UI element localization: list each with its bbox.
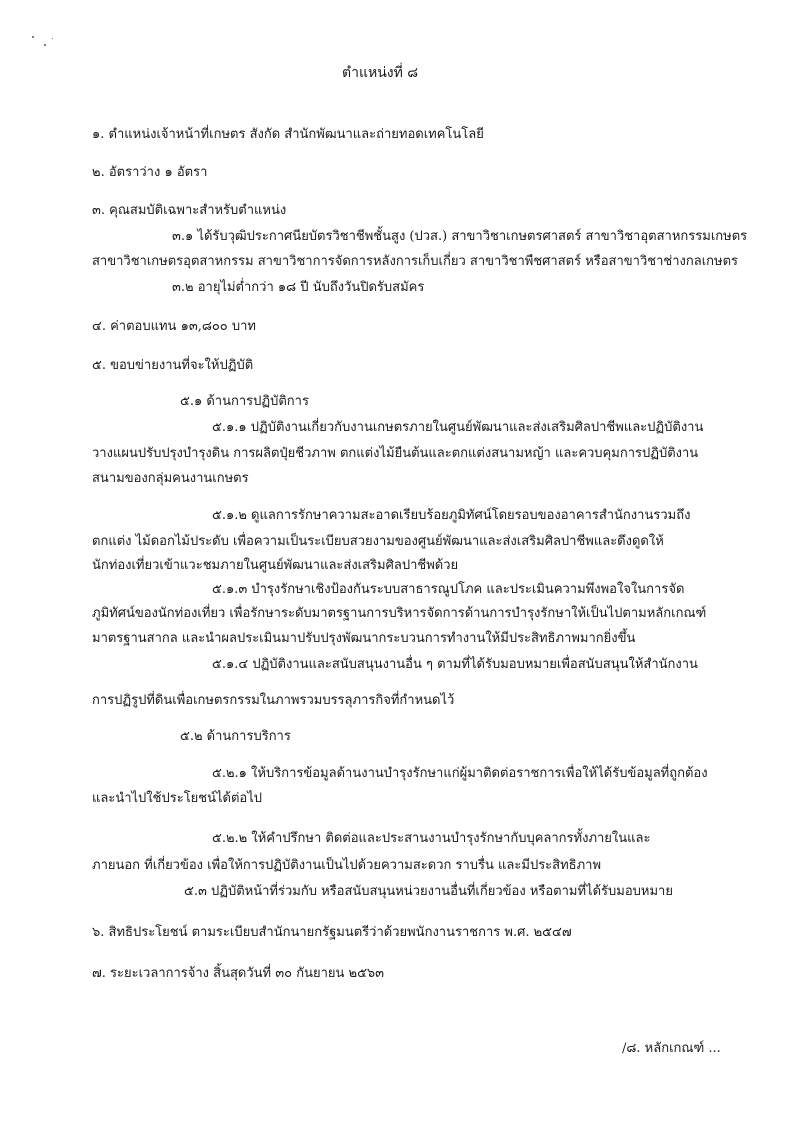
item-5-2: ๕.๒ ด้านการบริการ	[180, 729, 291, 744]
item-5-1-2-line-3: นักท่องเที่ยวเข้าแวะชมภายในศูนย์พัฒนาและส่งเสริมศิลปาชีพด้วย	[92, 558, 459, 573]
item-5-scope: ๕. ขอบข่ายงานที่จะให้ปฏิบัติ	[92, 358, 254, 373]
item-5-1-4-line-2: การปฏิรูปที่ดินเพื่อเกษตรกรรมในภาพรวมบรรลุภารกิจที่กำหนดไว้	[92, 693, 455, 708]
scan-speck	[52, 38, 53, 39]
item-5-1: ๕.๑ ด้านการปฏิบัติการ	[180, 394, 309, 409]
item-4-compensation: ๔. ค่าตอบแทน ๑๓,๘๐๐ บาท	[92, 319, 256, 334]
item-5-1-2-line-1: ๕.๑.๒ ดูแลการรักษาความสะอาดเรียบร้อยภูมิทัศน์โดยรอบของอาคารสำนักงานรวมถึง	[212, 508, 691, 523]
item-5-1-3-line-3: มาตรฐานสากล และนำผลประเมินมาปรับปรุงพัฒนากระบวนการทำงานให้มีประสิทธิภาพมากยิ่งขึ้น	[92, 631, 636, 646]
item-5-1-1-line-3: สนามของกลุ่มคนงานเกษตร	[92, 471, 249, 486]
item-1-position: ๑. ตำแหน่งเจ้าหน้าที่เกษตร สังกัด สำนักพัฒนาและถ่ายทอดเทคโนโลยี	[92, 127, 484, 142]
item-3-qualifications: ๓. คุณสมบัติเฉพาะสำหรับตำแหน่ง	[92, 203, 287, 218]
item-3-1-line-2: สาขาวิชาเกษตรอุตสาหกรรม สาขาวิชาการจัดการหลังการเก็บเกี่ยว สาขาวิชาพืชศาสตร์ หรือสาขาวิชาช่างกลเกษตร	[92, 254, 739, 269]
item-6-benefits: ๖. สิทธิประโยชน์ ตามระเบียบสำนักนายกรัฐมนตรีว่าด้วยพนักงานราชการ พ.ศ. ๒๕๔๗	[92, 925, 572, 940]
item-5-3: ๕.๓ ปฏิบัติหน้าที่ร่วมกับ หรือสนับสนุนหน่วยงานอื่นที่เกี่ยวข้อง หรือตามที่ได้รับมอบหมาย	[184, 884, 673, 899]
scan-speck	[44, 44, 46, 46]
page-title: ตำแหน่งที่ ๘	[342, 65, 419, 81]
item-3-1-line-1: ๓.๑ ได้รับวุฒิประกาศนียบัตรวิชาชีพชั้นสูง (ปวส.) สาขาวิชาเกษตรศาสตร์ สาขาวิชาอุตสาหกรรมเกษตร	[172, 229, 748, 244]
item-5-2-1-line-2: และนำไปใช้ประโยชน์ได้ต่อไป	[92, 791, 263, 806]
item-5-1-1-line-1: ๕.๑.๑ ปฏิบัติงานเกี่ยวกับงานเกษตรภายในศูนย์พัฒนาและส่งเสริมศิลปาชีพและปฏิบัติงาน	[212, 420, 704, 435]
item-5-2-2-line-1: ๕.๒.๒ ให้คำปรึกษา ติดต่อและประสานงานบำรุงรักษากับบุคลากรทั้งภายในและ	[212, 831, 651, 846]
item-5-2-2-line-2: ภายนอก ที่เกี่ยวข้อง เพื่อให้การปฏิบัติงานเป็นไปด้วยความสะดวก ราบรื่น และมีประสิทธิภาพ	[92, 858, 602, 873]
item-5-1-1-line-2: วางแผนปรับปรุงบำรุงดิน การผลิตปุ๋ยชีวภาพ ตกแต่งไม้ยืนต้นและตกแต่งสนามหญ้า และควบคุมการปฏิบัติงาน	[92, 446, 699, 461]
item-5-1-2-line-2: ตกแต่ง ไม้ดอกไม้ประดับ เพื่อความเป็นระเบียบสวยงามของศูนย์พัฒนาและส่งเสริมศิลปาชีพและดึงดูดให้	[92, 534, 664, 549]
item-2-vacancy: ๒. อัตราว่าง ๑ อัตรา	[92, 165, 208, 180]
item-5-1-4-line-1: ๕.๑.๔ ปฏิบัติงานและสนับสนุนงานอื่น ๆ ตามที่ได้รับมอบหมายเพื่อสนับสนุนให้สำนักงาน	[212, 657, 698, 672]
item-5-1-3-line-2: ภูมิทัศน์ของนักท่องเที่ยว เพื่อรักษาระดับมาตรฐานการบริหารจัดการด้านการบำรุงรักษาให้เป็นไปตามหลักเกณฑ์	[92, 606, 707, 621]
item-5-2-1-line-1: ๕.๒.๑ ให้บริการข้อมูลด้านงานบำรุงรักษาแก่ผู้มาติดต่อราชการเพื่อให้ได้รับข้อมูลที่ถูกต้อง	[212, 766, 708, 781]
scan-speck	[32, 36, 34, 38]
item-5-1-3-line-1: ๕.๑.๓ บำรุงรักษาเชิงป้องกันระบบสาธารณูปโภค และประเมินความพึงพอใจในการจัด	[212, 582, 685, 597]
item-7-employment-period: ๗. ระยะเวลาการจ้าง สิ้นสุดวันที่ ๓๐ กันยายน ๒๕๖๓	[92, 966, 385, 981]
item-3-2: ๓.๒ อายุไม่ต่ำกว่า ๑๘ ปี นับถึงวันปิดรับสมัคร	[172, 280, 425, 295]
continuation-footer: /๘. หลักเกณฑ์ ...	[622, 1041, 721, 1056]
